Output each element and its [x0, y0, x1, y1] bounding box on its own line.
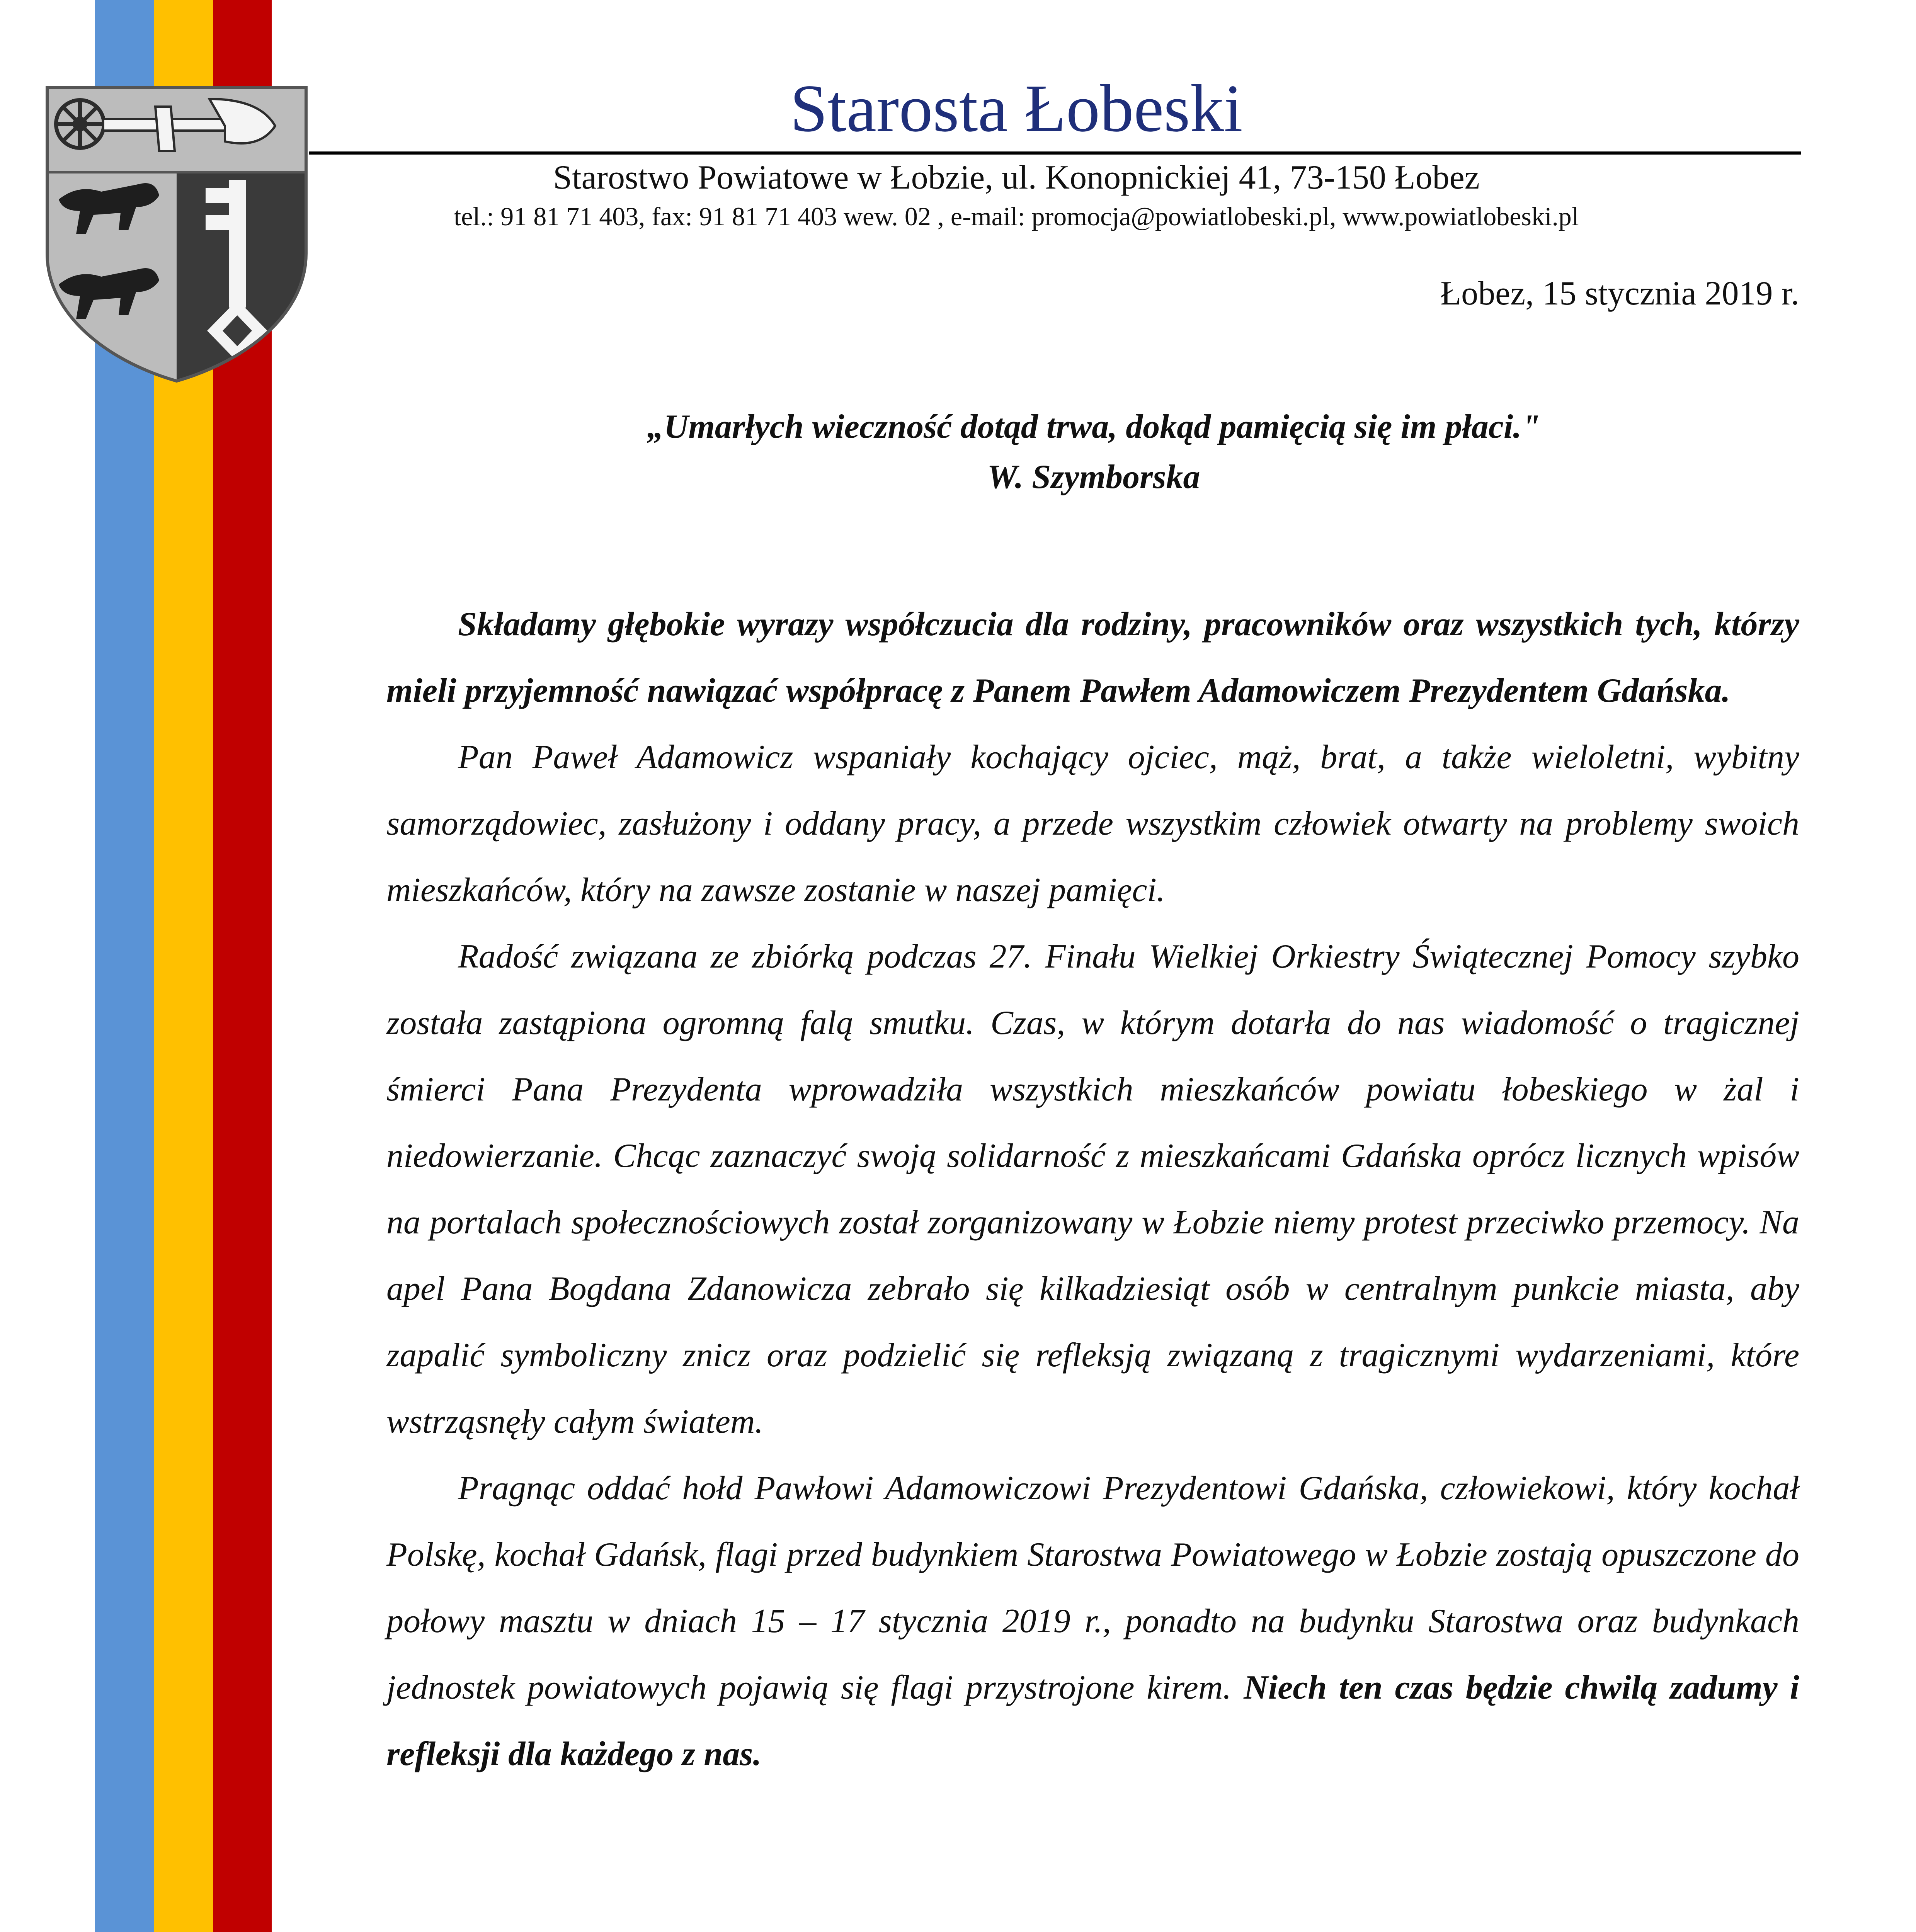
- coat-of-arms-icon: [43, 83, 310, 385]
- paragraph-flags: [386, 1455, 1799, 1787]
- paragraph-tribute: Pan Paweł Adamowicz wspaniały kochający ojciec, mąż, brat, a także wieloletni, wybitny samorządowiec, zasłużony i oddany pracy, a przede wszystkim człowiek otwarty na problemy swoich mieszkańców, który na zawsze zostanie w naszej pamięci.: [386, 738, 1799, 909]
- paragraph-flags-text: Pragnąc oddać hołd Pawłowi Adamowiczowi Prezydentowi Gdańska, człowiekowi, który kochał Polskę, kochał Gdańsk, flagi przed budynkiem Starostwa Powiatowego w Łobzie zostają opuszczone do połowy masztu w dniach 15 – 17 stycznia 2019 r., ponadto na budynku Starostwa oraz budynkach jednostek powiatowych pojawią się flagi przystrojone kirem.: [386, 1469, 1799, 1706]
- motto-quote: „Umarłych wieczność dotąd trwa, dokąd pamięcią się im płaci.": [647, 408, 1541, 446]
- header-rule: [309, 151, 1801, 155]
- letterhead-title: Starosta Łobeski: [790, 71, 1243, 146]
- letterhead-address: Starostwo Powiatowe w Łobzie, ul. Konopnickiej 41, 73-150 Łobez: [553, 159, 1480, 196]
- paragraph-condolences: Składamy głębokie wyrazy współczucia dla rodziny, pracowników oraz wszystkich tych, którzy mieli przyjemność nawiązać współpracę z Panem Pawłem Adamowiczem Prezydentem Gdańska.: [386, 605, 1799, 709]
- paragraph-lobez-protest: Radość związana ze zbiórką podczas 27. Finału Wielkiej Orkiestry Świątecznej Pomocy szybko została zastąpiona ogromną falą smutku. Czas, w którym dotarła do nas wiadomość o tragicznej śmierci Pana Prezydenta wprowadziła wszystkich mieszkańców powiatu łobeskiego w żal i niedowierzanie. Chcąc zaznaczyć swoją solidarność z mieszkańcami Gdańska oprócz licznych wpisów na portalach społecznościowych został zorganizowany w Łobzie niemy protest przeciwko przemocy. Na apel Pana Bogdana Zdanowicza zebrało się kilkadziesiąt osób w centralnym punkcie miasta, aby zapalić symboliczny znicz oraz podzielić się refleksją związaną z tragicznymi wydarzeniami, które wstrząsnęły całym światem.: [386, 938, 1799, 1440]
- letter-body: [386, 591, 1799, 1787]
- letterhead-contact: tel.: 91 81 71 403, fax: 91 81 71 403 wew. 02 , e-mail: promocja@powiatlobeski.pl, www.powiatlobeski.pl: [454, 202, 1579, 231]
- motto-author: W. Szymborska: [987, 458, 1200, 496]
- paragraph-flags-closing: Niech ten czas będzie chwilą zadumy i refleksji dla każdego z nas.: [386, 1669, 1799, 1773]
- motto: [386, 402, 1801, 502]
- date-line: Łobez, 15 stycznia 2019 r.: [1440, 275, 1799, 312]
